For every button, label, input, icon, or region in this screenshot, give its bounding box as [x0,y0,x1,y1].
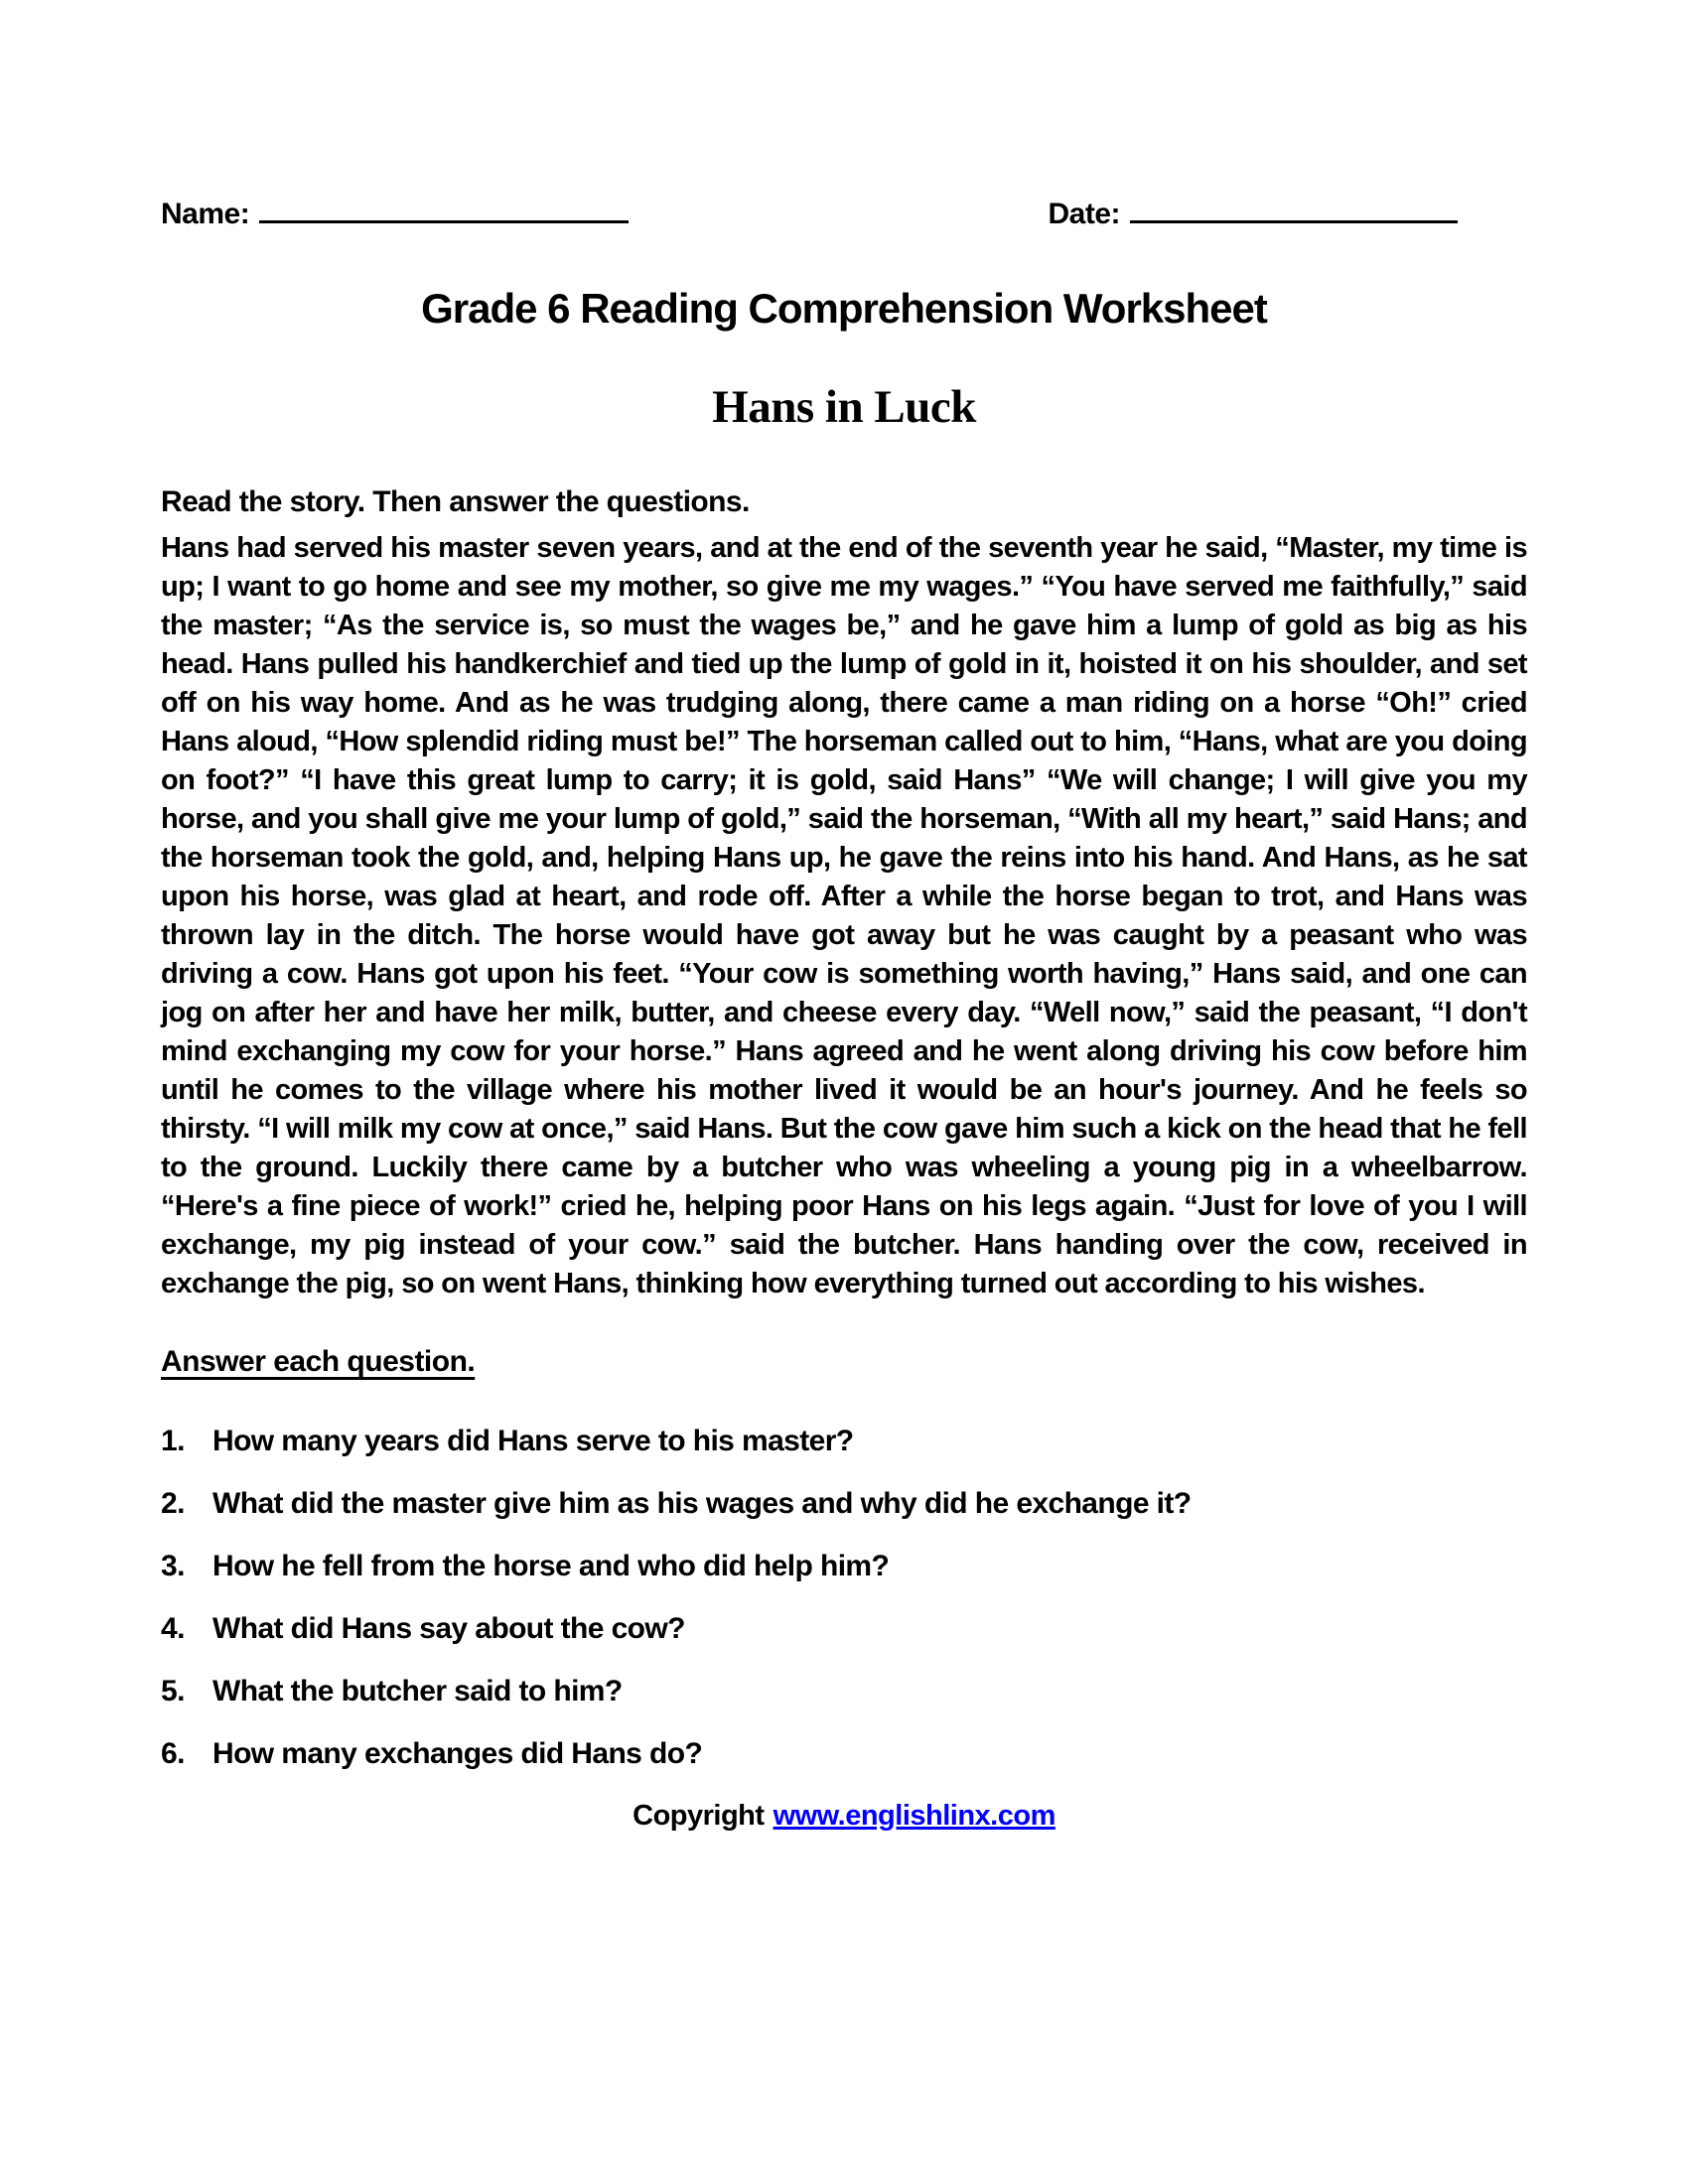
name-field [161,195,629,231]
questions-list [161,1425,1527,1771]
name-label: Name: [161,198,250,230]
copyright-label: Copyright [633,1800,765,1832]
worksheet-title: Grade 6 Reading Comprehension Worksheet [421,285,1267,332]
question-number: 3. [161,1550,185,1582]
question-number: 4. [161,1612,185,1645]
questions-heading: Answer each question. [161,1345,476,1378]
question-text: What the butcher said to him? [212,1675,623,1707]
question-item [161,1550,1527,1583]
story-text: Hans had served his master seven years, and at the end of the seventh year he said, “Master, my time is up; I want to go home and see my mother, so give me my wages.” “You have served me faithfully,” said the master; “As the service is, so must the wages be,” and he gave him a lump of gold as big as his head. Hans pulled his handkerchief and tied up the lump of gold in it, hoisted it on his shoulder, and set off on his way home. And as he was trudging along, there came a man riding on a horse “Oh!” cried Hans aloud, “How splendid riding must be!” The horseman called out to him, “Hans, what are you doing on foot?” “I have this great lump to carry; it is gold, said Hans” “We will change; I will give you my horse, and you shall give me your lump of gold,” said the horseman, “With all my heart,” said Hans; and the horseman took the gold, and, helping Hans up, he gave the reins into his hand. And Hans, as he sat upon his horse, was glad at heart, and rode off. After a while the horse began to trot, and Hans was thrown lay in the ditch. The horse would have got away but he was caught by a peasant who was driving a cow. Hans got upon his feet. “Your cow is something worth having,” Hans said, and one can jog on after her and have her milk, butter, and cheese every day. “Well now,” said the peasant, “I don't mind exchanging my cow for your horse.” Hans agreed and he went along driving his cow before him until he comes to the village where his mother lived it would be an hour's journey. And he feels so thirsty. “I will milk my cow at once,” said Hans. But the cow gave him such a kick on the head that he fell to the ground. Luckily there came by a butcher who was wheeling a young pig in a wheelbarrow. “Here's a fine piece of work!” cried he, helping poor Hans on his legs again. “Just for love of you I will exchange, my pig instead of your cow.” said the butcher. Hans handing over the cow, received in exchange the pig, so on went Hans, thinking how everything turned out according to his wishes. [161,532,1527,1299]
name-blank-line [259,195,629,223]
question-text: How many exchanges did Hans do? [212,1737,703,1770]
question-number: 2. [161,1487,185,1520]
date-blank-line [1130,195,1458,223]
question-number: 6. [161,1737,185,1770]
date-field [1048,195,1527,231]
question-text: How he fell from the horse and who did help him? [212,1550,890,1582]
name-date-row [161,195,1527,231]
question-number: 5. [161,1675,185,1707]
copyright-link[interactable]: www.englishlinx.com [773,1800,1055,1832]
copyright-line [161,1800,1527,1833]
question-number: 1. [161,1425,185,1457]
question-item [161,1675,1527,1708]
date-label: Date: [1048,198,1120,230]
question-text: What did Hans say about the cow? [212,1612,685,1645]
question-item [161,1737,1527,1771]
question-item [161,1425,1527,1458]
question-text: What did the master give him as his wages and why did he exchange it? [212,1487,1192,1520]
instructions-line: Read the story. Then answer the questions. [161,485,750,518]
question-item [161,1612,1527,1646]
question-item [161,1487,1527,1521]
question-text: How many years did Hans serve to his master? [212,1425,854,1457]
story-title: Hans in Luck [712,381,976,433]
